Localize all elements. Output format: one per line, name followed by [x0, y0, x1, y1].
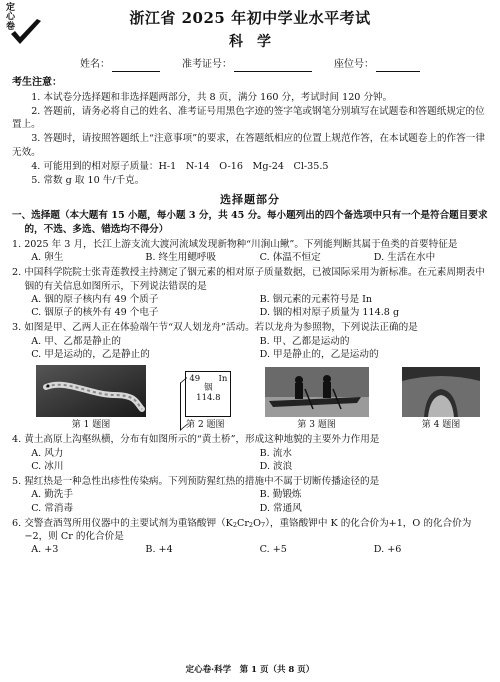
atomic-number: 49: [189, 373, 201, 384]
question-6-options: [12, 543, 488, 556]
loach-fish-image: [36, 365, 146, 417]
logo: [6, 4, 44, 48]
section-title: 选择题部分: [220, 193, 280, 207]
option[interactable]: D. 生活在水中: [373, 252, 436, 264]
element-card-indium: [185, 371, 231, 417]
option[interactable]: D. 常通风: [259, 502, 302, 514]
candidate-fields: [12, 58, 488, 72]
figure-caption: 第 3 题图: [297, 419, 336, 430]
element-symbol: In: [218, 373, 228, 384]
question-1: 1. 2025 年 3 月，长江上游支流大渡河流域发现新物种“川涧山鳅”。下列能判断其属于鱼类的首要特征是: [12, 238, 458, 250]
part-heading: 一、选择题（本大题有 15 小题，每小题 3 分，共 45 分。每小题列出的四个备选项中只有一个是符合题目要求的，不选、多选、错选均不得分）: [12, 210, 488, 235]
option[interactable]: B. 铟元素的元素符号是 In: [259, 293, 373, 305]
option[interactable]: C. 铟原子的核外有 49 个电子: [31, 307, 159, 319]
figure-row: [36, 365, 480, 431]
figure-1: [36, 365, 146, 431]
notice-item: 2. 答题前，请务必将自己的姓名、准考证号用黑色字迹的签字笔或钢笔分别填写在试题卷和答题纸规定的位置上。: [12, 105, 485, 131]
figure-caption: 第 4 题图: [421, 419, 461, 430]
option[interactable]: A. +3: [31, 544, 59, 556]
option[interactable]: C. +5: [259, 544, 287, 556]
loess-bridge-image: [402, 367, 480, 417]
question-1-options: [12, 251, 488, 264]
seat-field[interactable]: 座位号：: [334, 58, 420, 72]
element-name: 铟: [204, 383, 213, 394]
figure-3: [265, 367, 369, 431]
option[interactable]: B. 勤锻炼: [259, 489, 302, 501]
question-4: 4. 黄土高原上沟壑纵横，分布有如图所示的“黄土桥”，形成这种地貌的主要外力作用是: [12, 434, 380, 446]
figure-caption: 第 1 题图: [71, 419, 111, 430]
option[interactable]: C. 常消毒: [31, 502, 74, 514]
option[interactable]: D. 甲是静止的，乙是运动的: [259, 348, 379, 360]
logo-text: 定心卷: [6, 3, 16, 32]
exam-subject: 科学: [229, 33, 285, 50]
exam-id-field[interactable]: 准考证号：: [182, 58, 312, 72]
option[interactable]: A. 勤洗手: [31, 489, 73, 501]
notice-title: 考生注意：: [12, 76, 62, 88]
exam-title: 浙江省 2025 年初中学业水平考试: [129, 9, 371, 27]
checkmark-icon: [9, 18, 43, 48]
option[interactable]: A. 铟的原子核内有 49 个质子: [31, 293, 159, 305]
dragon-boat-image: [265, 367, 369, 417]
option[interactable]: B. 甲、乙都是运动的: [259, 335, 350, 347]
option[interactable]: D. +6: [373, 544, 402, 556]
option[interactable]: D. 波浪: [259, 460, 293, 472]
atomic-mass: 114.8: [196, 392, 221, 403]
question-5: 5. 猩红热是一种急性出疹性传染病。下列预防猩红热的措施中不属于切断传播途径的是: [12, 476, 380, 488]
question-2-options: [12, 293, 488, 319]
notice-item: 5. 常数 g 取 10 牛/千克。: [31, 175, 145, 186]
option[interactable]: C. 体温不恒定: [259, 252, 321, 264]
option[interactable]: A. 甲、乙都是静止的: [31, 335, 121, 347]
option[interactable]: C. 甲是运动的，乙是静止的: [31, 348, 150, 360]
figure-2: [179, 371, 231, 431]
page-footer: 定心卷·科学 第 1 页（共 8 页）: [185, 665, 315, 676]
option[interactable]: C. 冰川: [31, 460, 64, 472]
option[interactable]: B. +4: [145, 544, 173, 556]
option[interactable]: B. 流水: [259, 447, 292, 459]
option[interactable]: B. 终生用鳃呼吸: [145, 252, 217, 264]
notice-item: 4. 可能用到的相对原子质量：H-1 N-14 O-16 Mg-24 Cl-35.5: [31, 160, 329, 172]
notice-item: 1. 本试卷分选择题和非选择题两部分，共 8 页，满分 160 分，考试时间 120 分钟。: [31, 91, 393, 103]
question-6: 6. 交警查酒驾所用仪器中的主要试剂为重铬酸钾$(K_2Cr_2O_7)$，重铬酸钾中 K 的化合价为+1，O 的化合价为−2，则 Cr 的化合价是: [12, 517, 472, 543]
question-3: 3. 如图是甲、乙两人正在体验端午节“双人划龙舟”活动。若以龙舟为参照物，下列说法正确的是: [12, 322, 418, 334]
option[interactable]: A. 卵生: [31, 252, 64, 264]
question-5-options: [12, 488, 488, 514]
question-3-options: [12, 335, 488, 361]
notice-item: 3. 答题时，请按照答题纸上“注意事项”的要求，在答题纸相应的位置上规范作答，在本试题卷上的作答一律无效。: [12, 133, 485, 158]
notice-list: [12, 91, 488, 188]
question-2: 2. 中国科学院院士张青莲教授主持测定了铟元素的相对原子质量数据，已被国际采用为新标准。在元素周期表中铟的有关信息如图所示，下列说法错误的是: [12, 267, 485, 292]
option[interactable]: A. 风力: [31, 447, 64, 459]
question-4-options: [12, 447, 488, 473]
option[interactable]: D. 铟的相对原子质量为 114.8 g: [259, 307, 400, 319]
name-field[interactable]: 姓名：: [80, 58, 160, 72]
figure-caption: 第 2 题图: [186, 419, 225, 430]
figure-4: [402, 367, 480, 431]
